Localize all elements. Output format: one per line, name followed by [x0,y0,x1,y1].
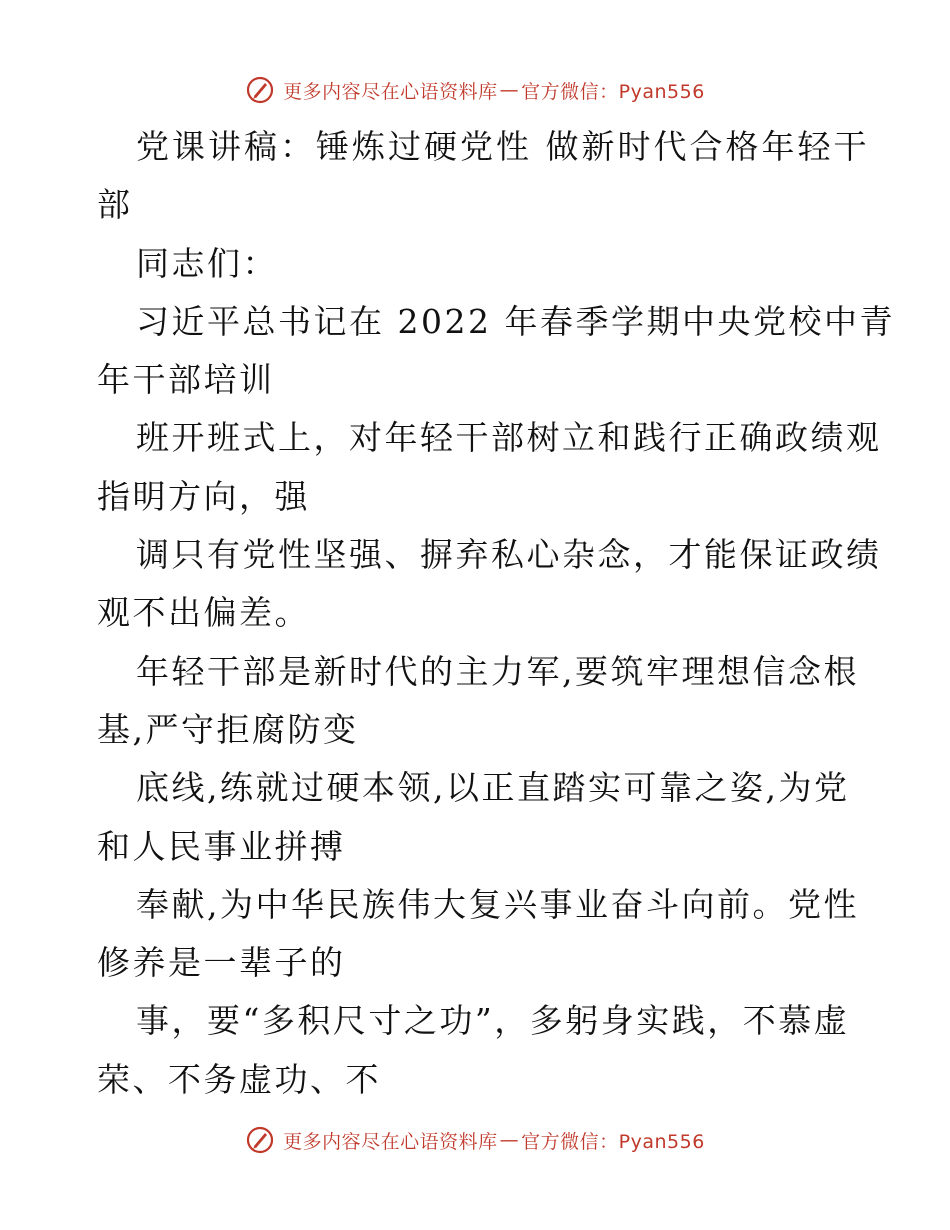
paragraph-line: 和人民事业拼搏 [97,826,346,866]
paragraph-line: 奉献,为中华民族伟大复兴事业奋斗向前。党性 [136,884,859,924]
paragraph-line: 荣、不务虚功、不 [97,1059,381,1099]
paragraph-line: 底线,练就过硬本领,以正直踏实可靠之姿,为党 [136,768,850,808]
salutation: 同志们： [136,243,278,283]
watermark-header [0,70,950,110]
document-title-line-2: 部 [97,185,133,225]
document-body [97,118,895,1109]
watermark-separator: — [499,1129,520,1151]
paragraph-line: 习近平总书记在 2022 年春季学期中央党校中青 [136,301,895,341]
quill-pen-logo-icon [245,1125,275,1155]
watermark-footer [0,1120,950,1160]
watermark-brand-text: 更多内容尽在心语资料库 [283,1130,498,1153]
paragraph-line: 年轻干部是新时代的主力军,要筑牢理想信念根 [136,651,859,691]
paragraph-line: 修养是一辈子的 [97,943,346,983]
watermark-wechat-text: 官方微信：Pyan556 [521,80,705,103]
paragraph-lines [97,293,895,1109]
paragraph-line: 调只有党性坚强、摒弃私心杂念，才能保证政绩 [136,535,882,575]
watermark-wechat-text: 官方微信：Pyan556 [521,1130,705,1153]
paragraph-line: 观不出偏差。 [97,593,310,633]
quill-pen-logo-icon [245,75,275,105]
document-title-line-1: 党课讲稿：锤炼过硬党性 做新时代合格年轻干 [136,127,870,166]
paragraph-line: 基,严守拒腐防变 [97,709,359,749]
watermark-brand-text: 更多内容尽在心语资料库 [283,80,498,103]
paragraph-line: 年干部培训 [97,360,275,400]
paragraph-line: 指明方向，强 [97,476,310,516]
paragraph-line: 事，要“多积尺寸之功”，多躬身实践，不慕虚 [136,1001,850,1041]
watermark-separator: — [499,79,520,101]
paragraph-line: 班开班式上，对年轻干部树立和践行正确政绩观 [136,418,882,458]
